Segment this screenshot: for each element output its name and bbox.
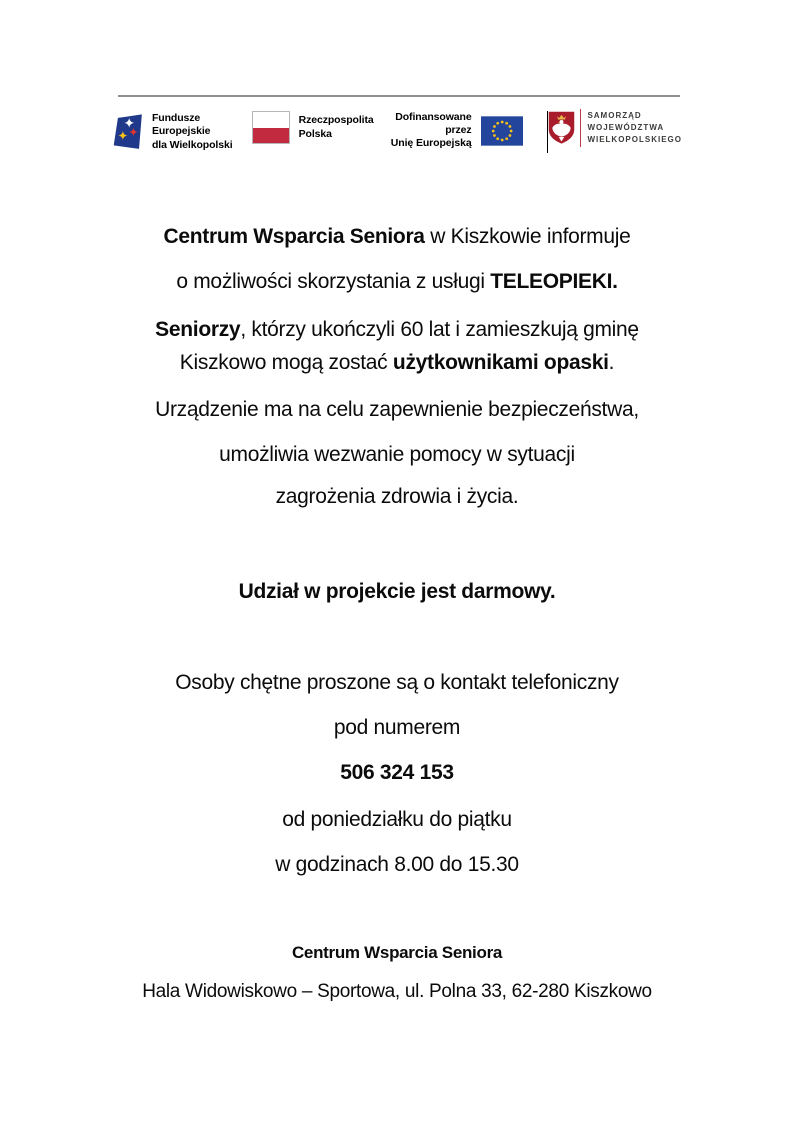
footer-org-name: Centrum Wsparcia Seniora — [291, 943, 503, 962]
text-line-device-2: umożliwia wezwanie pomocy w sytuacji — [219, 443, 575, 466]
funding-logos-bar — [113, 106, 682, 166]
eu-flag-icon — [481, 113, 523, 149]
fundusze-europejskie-label: Fundusze Europejskie dla Wielkopolski — [151, 112, 233, 151]
text-line-intro-2: o możliwości skorzystania z usługi TELEOPIEKI. — [176, 270, 618, 293]
logo-rzeczpospolita-polska — [252, 111, 374, 144]
text-line-seniors-1: Seniorzy, którzy ukończyli 60 lat i zamieszkują gminę — [155, 318, 639, 341]
logo-samorzad-wielkopolski — [548, 109, 682, 147]
dofinansowane-ue-label: Dofinansowane przez Unię Europejską — [390, 111, 472, 150]
text-line-device-3: zagrożenia zdrowia i życia. — [275, 485, 519, 508]
rzeczpospolita-polska-label: Rzeczpospolita Polska — [298, 114, 374, 140]
text-line-contact-2: pod numerem — [333, 716, 461, 739]
logo-fundusze-europejskie — [113, 107, 233, 157]
text-line-hours: w godzinach 8.00 do 15.30 — [275, 853, 519, 876]
samorzad-label: SAMORZĄD WOJEWÓDZTWA WIELKOPOLSKIEGO — [587, 111, 682, 144]
logo-unia-europejska — [386, 111, 523, 150]
fundusze-europejskie-flag-icon — [113, 107, 144, 157]
text-line-intro-1: Centrum Wsparcia Seniora w Kiszkowie informuje — [163, 225, 631, 248]
footer-address: Hala Widowiskowo – Sportowa, ul. Polna 33, 62-280 Kiszkowo — [142, 981, 652, 1002]
text-line-days: od poniedziałku do piątku — [282, 808, 512, 831]
poland-flag-icon — [252, 111, 290, 144]
wielkopolska-crest-icon — [548, 111, 575, 145]
crest-rule — [580, 109, 581, 147]
text-line-device-1: Urządzenie ma na celu zapewnienie bezpieczeństwa, — [155, 398, 639, 421]
text-line-seniors-2: Kiszkowo mogą zostać użytkownikami opaski. — [179, 351, 615, 374]
text-line-free-participation: Udział w projekcie jest darmowy. — [238, 580, 556, 603]
header-rule — [118, 95, 680, 97]
text-line-contact-1: Osoby chętne proszone są o kontakt telefoniczny — [175, 671, 619, 694]
phone-number: 506 324 153 — [340, 761, 454, 784]
